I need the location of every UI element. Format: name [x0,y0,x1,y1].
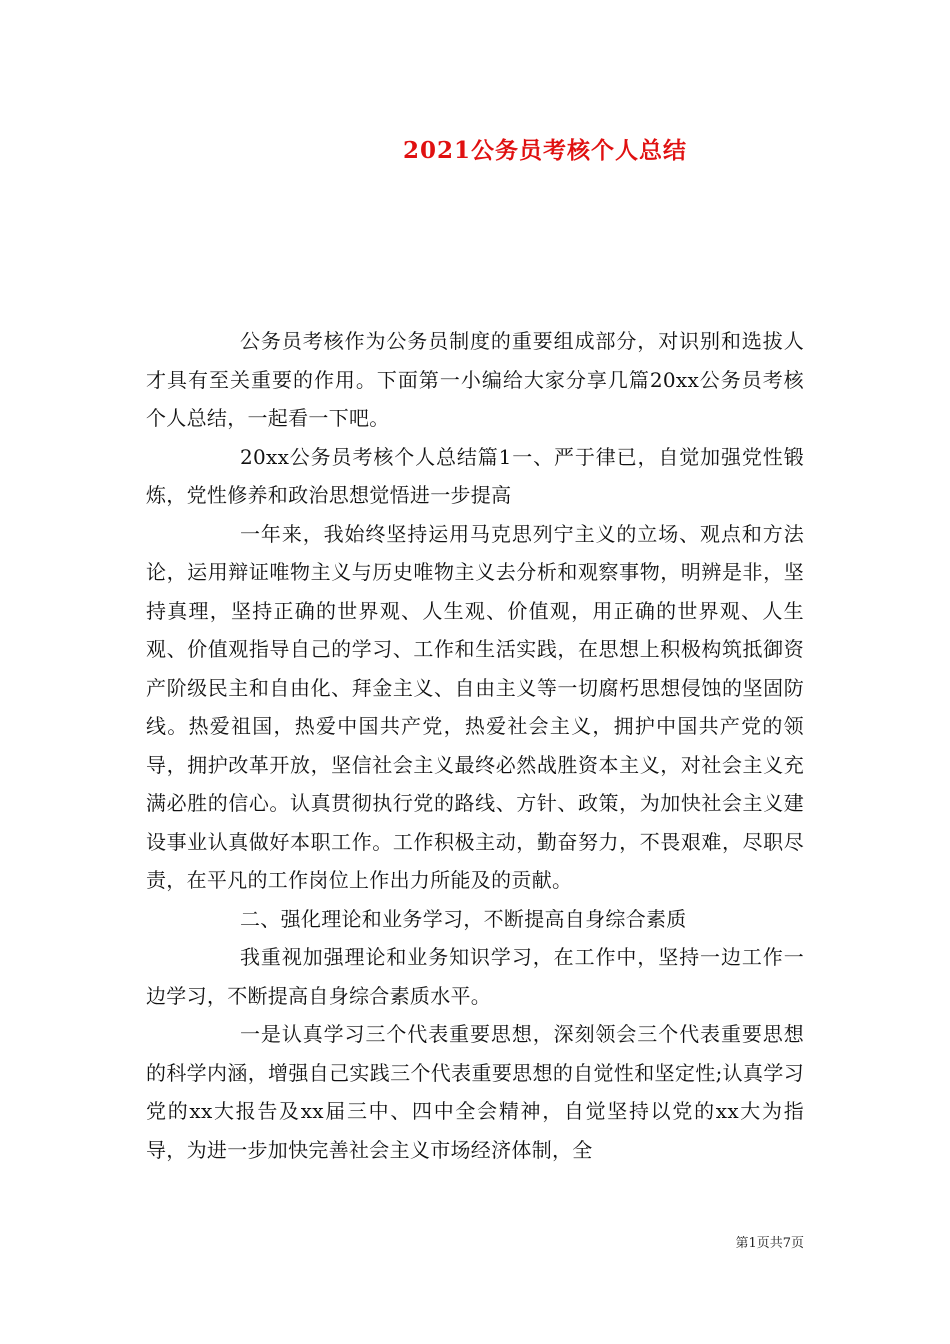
paragraph-section-1-body: 一年来，我始终坚持运用马克思列宁主义的立场、观点和方法论，运用辩证唯物主义与历史唯物主义去分析和观察事物，明辨是非，坚持真理，坚持正确的世界观、人生观、价值观，用正确的世界观、人生观、价值观指导自己的学习、工作和生活实践，在思想上积极构筑抵御资产阶级民主和自由化、拜金主义、自由主义等一切腐朽思想侵蚀的坚固防线。热爱祖国，热爱中国共产党，热爱社会主义，拥护中国共产党的领导，拥护改革开放，坚信社会主义最终必然战胜资本主义，对社会主义充满必胜的信心。认真贯彻执行党的路线、方针、政策，为加快社会主义建设事业认真做好本职工作。工作积极主动，勤奋努力，不畏艰难，尽职尽责，在平凡的工作岗位上作出力所能及的贡献。 [146,521,804,892]
paragraph-intro: 公务员考核作为公务员制度的重要组成部分，对识别和选拔人才具有至关重要的作用。下面第一小编给大家分享几篇20xx公务员考核个人总结，一起看一下吧。 [146,329,804,430]
paragraph-section-2-heading: 二、强化理论和业务学习，不断提高自身综合素质 [240,906,687,931]
document-body [146,322,804,1169]
paragraph-section-1-heading: 20xx公务员考核个人总结篇1一、严于律已，自觉加强党性锻炼，党性修养和政治思想觉悟进一步提高 [146,444,804,507]
page-number: 第1页共7页 [735,1236,804,1251]
document-title: 2021公务员考核个人总结 [402,137,687,164]
paragraph-section-2-intro: 我重视加强理论和业务知识学习，在工作中，坚持一边工作一边学习，不断提高自身综合素质水平。 [146,945,804,1008]
paragraph-section-2-point-1: 一是认真学习三个代表重要思想，深刻领会三个代表重要思想的科学内涵，增强自己实践三个代表重要思想的自觉性和坚定性;认真学习党的xx大报告及xx届三中、四中全会精神，自觉坚持以党的xx大为指导，为进一步加快完善社会主义市场经济体制，全 [146,1022,804,1162]
